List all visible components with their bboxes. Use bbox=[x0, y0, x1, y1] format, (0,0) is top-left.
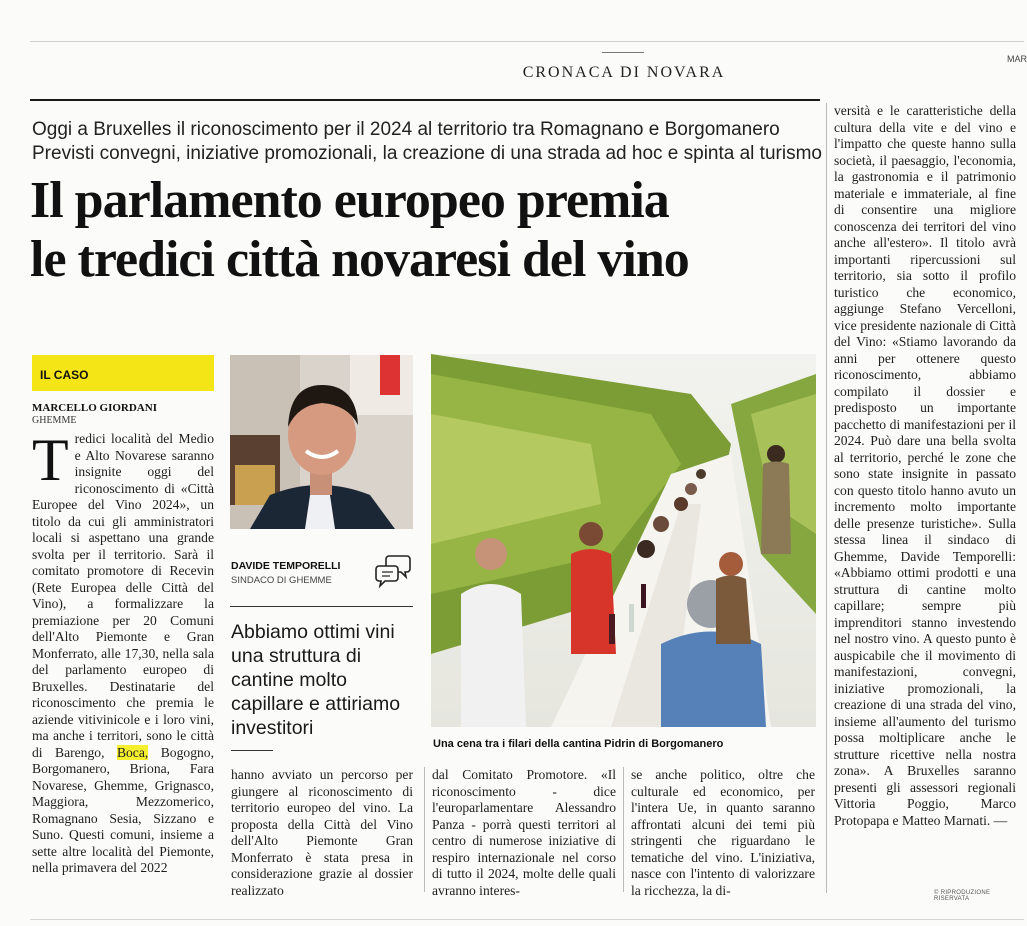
vineyard-dinner-illustration bbox=[431, 354, 816, 727]
byline: MARCELLO GIORDANI bbox=[32, 402, 157, 414]
bottom-rule bbox=[30, 919, 1024, 920]
section-title: CRONACA DI NOVARA bbox=[522, 64, 726, 81]
headline-line-1: Il parlamento europeo premia bbox=[30, 172, 669, 229]
portrait-caption-role: SINDACO DI GHEMME bbox=[231, 575, 332, 586]
subheadline-line-1: Oggi a Bruxelles il riconoscimento per il 2024 al territorio tra Romagnano e Borgomanero bbox=[32, 119, 780, 140]
article-column-2: hanno avviato un percorso per giungere al riconoscimento di territorio europeo del vino. La proposta della Città del Vino dell'Alto Piemonte Gran Monferrato è stata presa in considerazione grazie al dossier realizzato bbox=[231, 767, 413, 898]
kicker-label: IL CASO bbox=[40, 368, 89, 382]
right-column-divider bbox=[826, 103, 827, 893]
pullquote-end-rule bbox=[231, 750, 273, 751]
portrait-caption-name: DAVIDE TEMPORELLI bbox=[231, 560, 341, 572]
column-1-text: redici località del Medio e Alto Novarese saranno insignite oggi del riconoscimento di «Città Europee del Vino 2024», un titolo da cui gli amministratori locali si aspettano una grande svolta per il territorio. Sarà il comitato promotore di Recevin (Rete Europea delle Città del Vino), a formalizzare la premiazione per 20 Comuni dell'Alto Piemonte e Gran Monferrato, alle 17,30, nella sala del parlamento europeo di Bruxelles. Destinatarie del riconoscimento che premia le aziende vitivinicole e i loro vini, ma anche i territori, sono le città di Barengo, bbox=[32, 431, 214, 760]
headline-line-2: le tredici città novaresi del vino bbox=[30, 231, 689, 288]
pullquote-rule bbox=[230, 606, 413, 607]
pullquote: Abbiamo ottimi vini una struttura di cantine molto capillare e attiriamo investitori bbox=[231, 621, 401, 739]
portrait-illustration bbox=[230, 355, 413, 529]
column-1-text-tail: Bogogno, Borgomanero, Briona, Fara Novarese, Ghemme, Grignasco, Maggiora, Mezzomerico, Romagnano Sesia, Sizzano e Suno. Questi comuni, insieme a sette altre località del Piemonte, nella primavera del 2022 bbox=[32, 744, 214, 875]
article-column-4: se anche politico, oltre che culturale ed economico, per l'intera Ue, in quanto saranno affrontati alcuni dei temi più stringenti che riguardano le tematiche del vino. L'iniziativa, nasce con l'intento di valorizzare la ricchezza, la di- bbox=[631, 767, 815, 898]
vineyard-dinner-photo bbox=[431, 354, 816, 727]
drop-cap: T bbox=[32, 427, 69, 493]
dateline: GHEMME bbox=[32, 415, 77, 426]
header-rule bbox=[30, 99, 820, 101]
article-column-3: dal Comitato Promotore. «Il riconoscimento - dice l'europarlamentare Alessandro Panza - porrà questi territori al centro di numerose iniziative di respiro internazionale nel corso di tutto il 2024, molte delle quali avranno interes- bbox=[432, 767, 616, 898]
section-decoration bbox=[602, 52, 644, 53]
portrait-photo bbox=[230, 355, 413, 529]
article-column-right: versità e le caratteristiche della cultura della vite e del vino e l'impatto che queste hanno sulla società, il paesaggio, l'economia, la gastronomia e il patrimonio materiale e immateriale, al fine di consentire una migliore conoscenza dei territori del vino anche all'estero». Il titolo avrà importanti ripercussioni sul territorio, sia sotto il profilo turistico che economico, aggiunge Stefano Vercelloni, vice presidente nazionale di Città del Vino: «Stiamo lavorando da anni per ottenere questo riconoscimento, abbiamo compilato il dossier e predisposto un importante pacchetto di manifestazioni per il 2024. Può dare una bella svolta al territorio, perché le zone che sono state insignite in passato con questo titolo hanno avuto un incremento molto importante delle presenze turistiche». Sulla stessa linea il sindaco di Ghemme, Davide Temporelli: «Abbiamo ottimi prodotti e una struttura di cantine molto capillare; sempre più imprenditori stanno investendo nel nostro vino. A questo punto è auspicabile che il movimento di manifestazioni, convegni, iniziative promozionali, la creazione di una strada del vino, insieme all'aumento del turismo possa moltiplicare anche le strutture ricettive nella nostra zona». A Bruxelles saranno presenti gli assessori regionali Vittoria Poggio, Marco Protopapa e Matteo Marnati. — bbox=[834, 103, 1016, 828]
column-divider bbox=[623, 767, 624, 892]
page-corner-tag: MAR bbox=[1007, 54, 1027, 64]
highlighted-town: Boca, bbox=[116, 744, 149, 760]
article-column-1 bbox=[32, 427, 214, 877]
column-divider bbox=[424, 767, 425, 892]
copyright-note: © RIPRODUZIONE RISERVATA bbox=[934, 890, 991, 902]
subheadline-line-2: Previsti convegni, iniziative promozionali, la creazione di una strada ad hoc e spinta al turismo bbox=[32, 143, 822, 164]
speech-bubbles-icon bbox=[375, 552, 411, 592]
top-rule bbox=[30, 41, 1024, 42]
photo-caption: Una cena tra i filari della cantina Pidrin di Borgomanero bbox=[433, 738, 724, 750]
